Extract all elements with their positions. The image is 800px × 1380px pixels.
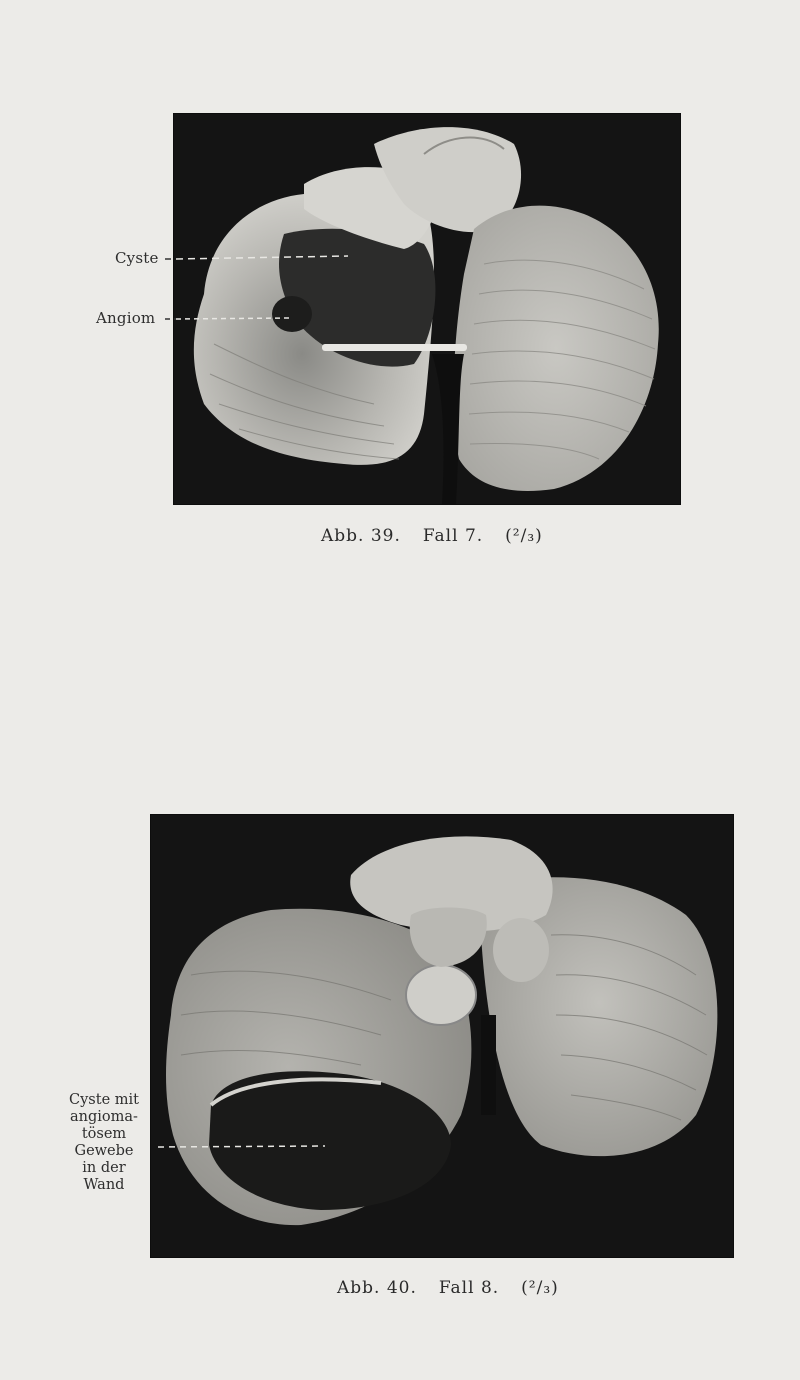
label-angiom: Angiom (96, 309, 156, 327)
figure-caption-39 (321, 526, 543, 546)
label-line: tösem (81, 1126, 127, 1142)
label-line: in der (82, 1160, 126, 1176)
label-cyste-mit-gewebe (54, 1092, 154, 1194)
cerebellum-ventral-view-image (151, 815, 733, 1257)
label-line: Gewebe (74, 1143, 134, 1159)
cerebellum-cross-section-image (174, 114, 680, 504)
specimen-photo-fig39 (174, 114, 680, 504)
caption-fig-number: Abb. 39. (321, 526, 401, 546)
figure-caption-40 (337, 1278, 559, 1298)
caption-fig-number: Abb. 40. (337, 1278, 417, 1298)
label-line: Cyste mit (69, 1092, 139, 1108)
label-cyste: Cyste (115, 249, 159, 267)
caption-case: Fall 7. (422, 526, 484, 546)
caption-scale: (²/₃) (505, 526, 543, 546)
caption-scale: (²/₃) (521, 1278, 559, 1298)
specimen-photo-fig40 (151, 815, 733, 1257)
label-line: angioma- (70, 1109, 138, 1125)
caption-case: Fall 8. (438, 1278, 500, 1298)
label-line: Wand (83, 1177, 125, 1193)
